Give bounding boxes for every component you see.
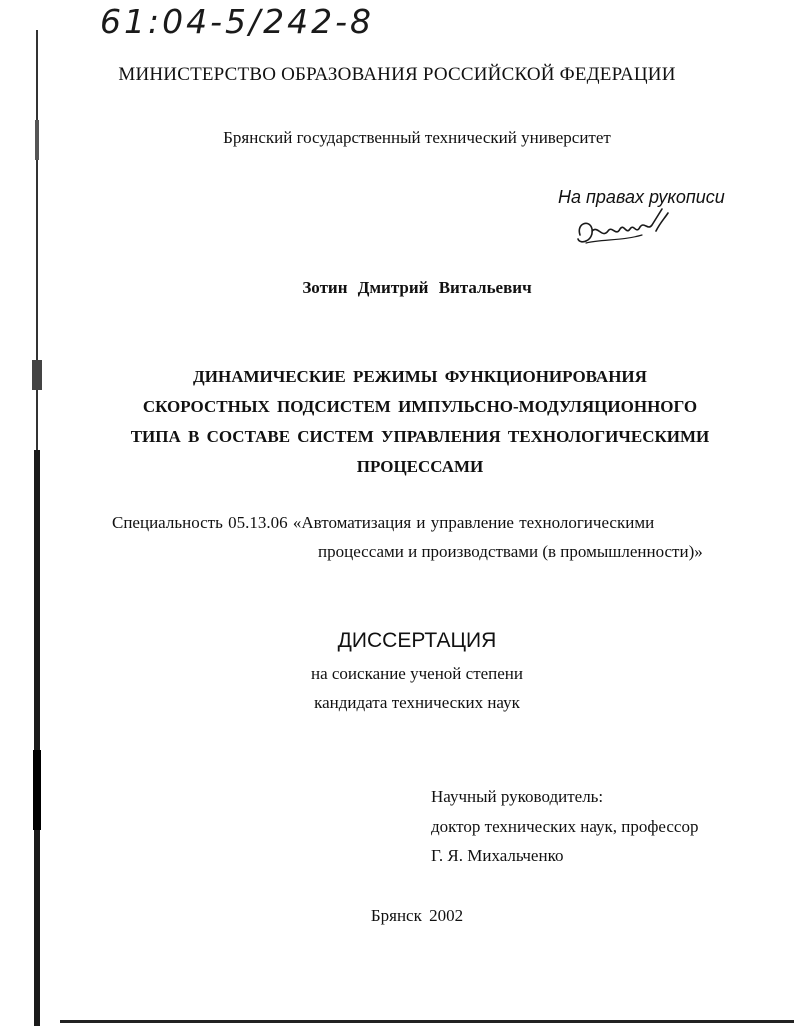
- title-line: ПРОЦЕССАМИ: [356, 457, 484, 476]
- scan-edge-artifact: [30, 30, 44, 1026]
- handwritten-signature: [572, 205, 672, 253]
- ministry-heading: МИНИСТЕРСТВО ОБРАЗОВАНИЯ РОССИЙСКОЙ ФЕДЕРАЦИИ: [118, 64, 676, 85]
- specialty-line-2: процессами и производствами (в промышленности)»: [318, 542, 703, 561]
- document-type: ДИССЕРТАЦИЯ: [337, 629, 497, 652]
- handwritten-archive-code: 61:04-5/242-8: [100, 2, 375, 41]
- city-year: Брянск 2002: [370, 906, 464, 925]
- title-line: СКОРОСТНЫХ ПОДСИСТЕМ ИМПУЛЬСНО-МОДУЛЯЦИОННОГО: [142, 397, 698, 416]
- supervisor-title: доктор технических наук, профессор: [431, 817, 699, 836]
- bottom-scan-line: [60, 1020, 794, 1023]
- specialty-line-1: Специальность 05.13.06 «Автоматизация и управление технологическими: [112, 513, 655, 532]
- manuscript-rights-note: На правах рукописи: [558, 187, 725, 207]
- dissertation-title: [90, 362, 750, 482]
- university-name: Брянский государственный технический университет: [223, 128, 611, 147]
- title-line: ТИПА В СОСТАВЕ СИСТЕМ УПРАВЛЕНИЯ ТЕХНОЛОГИЧЕСКИМИ: [130, 427, 710, 446]
- author-name: Зотин Дмитрий Витальевич: [302, 278, 532, 297]
- degree-line-2: кандидата технических наук: [314, 693, 520, 712]
- title-line: ДИНАМИЧЕСКИЕ РЕЖИМЫ ФУНКЦИОНИРОВАНИЯ: [193, 367, 647, 386]
- supervisor-name: Г. Я. Михальченко: [431, 846, 564, 865]
- supervisor-label: Научный руководитель:: [431, 787, 604, 806]
- degree-line-1: на соискание ученой степени: [310, 664, 524, 683]
